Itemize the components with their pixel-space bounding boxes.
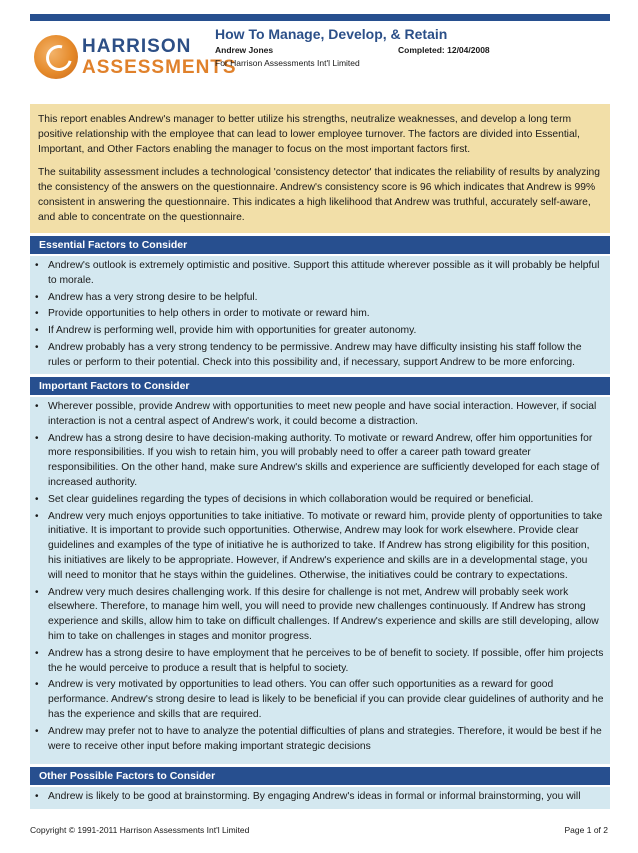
harrison-logo — [32, 33, 237, 85]
logo-globe-icon — [34, 35, 78, 79]
other-section-body — [30, 787, 610, 809]
logo-text-harrison: HARRISON — [82, 36, 192, 57]
list-item: • Andrew very much desires challenging work. If this desire for challenge is not met, Andrew will probably seek work elsewhere. Therefore, to manage him well, you will need to provide new challenges continuously. If Andrew has strong experience and skills, allow him to take on difficult challenges. If Andrew's experience and skills are still developing, allow him to take on challenges in stages and monitor progress. — [35, 586, 599, 642]
list-item: • Wherever possible, provide Andrew with opportunities to meet new people and have social interaction. However, if social interaction is not a central aspect of Andrew's work, it could become a distraction. — [35, 401, 597, 427]
list-item: • Andrew probably has a very strong tendency to be permissive. Andrew may have difficulty insisting his staff follow the rules or perform to their potential. Check into this possibility and, if necessary, support Andrew to be more enforcing. — [35, 341, 582, 368]
list-item: • Provide opportunities to help others in order to motivate or reward him. — [35, 308, 370, 320]
important-list — [34, 400, 604, 754]
footer-page-number: Page 1 of 2 — [564, 825, 608, 835]
page-title: How To Manage, Develop, & Retain — [215, 26, 448, 42]
list-item: • Andrew may prefer not to have to analyze the potential difficulties of plans and strategies. Therefore, it would be best if he were to receive other input before making important strategic decisions — [35, 725, 602, 752]
intro-paragraph: This report enables Andrew's manager to better utilize his strengths, neutralize weaknesses, and develop a long term positive relationship with the employee that can lead to lower employee turnover. The factors are divided into Essential, Important, and Other Factors enabling the manager to focus on the most important factors first. — [38, 114, 580, 155]
list-item: • Andrew has a strong desire to have employment that he perceives to be of benefit to society. If possible, offer him projects the he would perceive to produce a result that is helpful to society. — [35, 647, 604, 674]
candidate-name: Andrew Jones — [215, 45, 274, 55]
top-rule — [30, 14, 610, 21]
completed-date: Completed: 12/04/2008 — [398, 45, 490, 55]
intro-box — [30, 104, 610, 233]
company-line: For Harrison Assessments Int'l Limited — [215, 58, 360, 68]
essential-section-body — [30, 256, 610, 374]
other-list — [34, 790, 604, 805]
list-item: • Andrew very much enjoys opportunities to take initiative. To motivate or reward him, provide plenty of opportunities to take initiative. It is important to provide such opportunities. Otherwise, Andrew may look for work elsewhere. Provide clear guidelines and examples of the type of initiative he is authorized to take. If Andrew has strong eligibility for this position, his initiatives are likely to be appropriate. However, if Andrew's experience and skills are in a developmental stage, you will need to monitor that he stays within the guidelines. Otherwise, the initiatives could be contrary to expectations. — [35, 510, 603, 581]
other-section-header: Other Possible Factors to Consider — [30, 767, 610, 785]
list-item: • Andrew's outlook is extremely optimistic and positive. Support this attitude wherever possible as it will probably be helpful to morale. — [35, 260, 600, 286]
list-item: • Set clear guidelines regarding the types of decisions in which collaboration would be required or beneficial. — [35, 493, 534, 505]
important-section-header: Important Factors to Consider — [30, 377, 610, 395]
list-item: • Andrew has a strong desire to have decision-making authority. To motivate or reward Andrew, offer him opportunities for more responsibilities. If you wish to retain him, you will probably need to offer a career path toward greater responsibilities. On the other hand, make sure Andrew's skills and experience are sufficiently developed for each stage of increased authority. — [35, 432, 600, 488]
list-item: • Andrew has a very strong desire to be helpful. — [35, 291, 258, 303]
list-item: • Andrew is very motivated by opportunities to lead others. You can offer such opportunities as a reward for good performance. Andrew's strong desire to lead is likely to be beneficial if you can provide clear guidelines of authority and he has the experience and skills that are required. — [35, 679, 604, 720]
essential-list — [34, 259, 604, 371]
footer-copyright: Copyright © 1991-2011 Harrison Assessments Int'l Limited — [30, 825, 250, 835]
list-item: • Andrew is likely to be good at brainstorming. By engaging Andrew's ideas in formal or informal brainstorming, you will — [35, 791, 581, 802]
important-section-body — [30, 397, 610, 764]
logo-text-assessments: ASSESSMENTS — [82, 57, 237, 78]
essential-section-header: Essential Factors to Consider — [30, 236, 610, 254]
list-item: • If Andrew is performing well, provide him with opportunities for greater autonomy. — [35, 325, 417, 337]
intro-paragraph: The suitability assessment includes a technological 'consistency detector' that indicates the reliability of results by analyzing the consistency of the answers on the questionnaire. Andrew's consistency score is 96 which indicates that Andrew is 99% consistent in answering the questionnaire. This indicates a high likelihood that Andrew was truthful, accurately self-aware, and able to concentrate on the questionnaire. — [38, 167, 600, 223]
